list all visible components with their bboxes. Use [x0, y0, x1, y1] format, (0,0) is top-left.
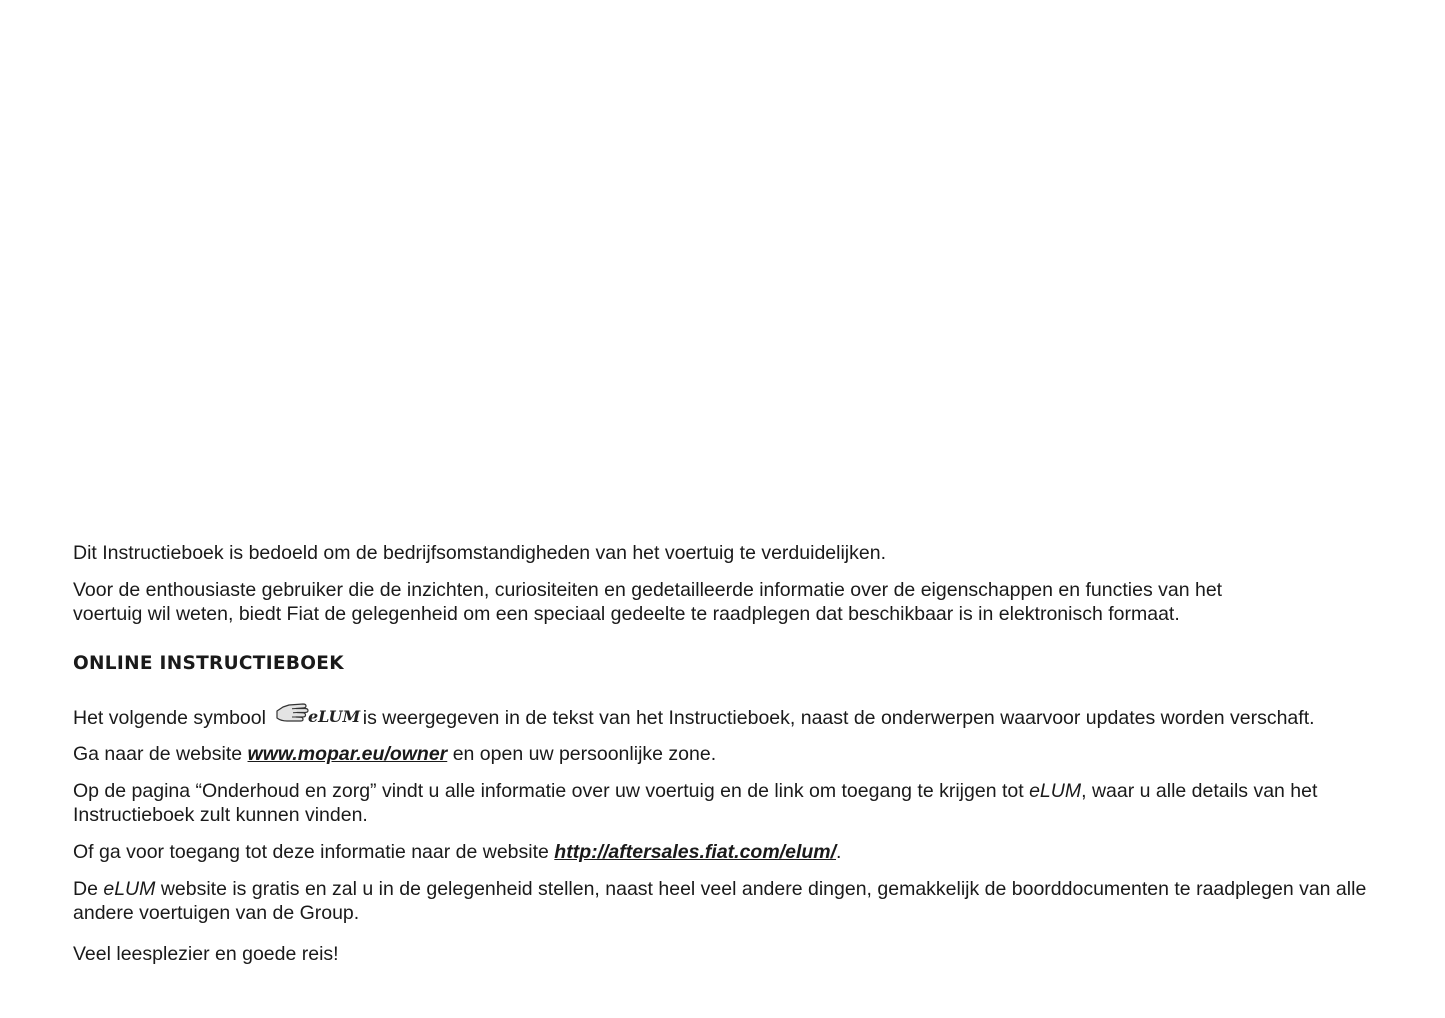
symbol-paragraph	[73, 700, 1393, 730]
maintenance-elum: eLUM	[1029, 780, 1082, 802]
maintenance-paragraph	[73, 779, 1393, 827]
access-paragraph	[73, 840, 1393, 864]
symbol-label: eLUM	[308, 707, 361, 726]
elum-website-text-line-2: andere voertuigen van de Group.	[73, 902, 360, 924]
elum-website-paragraph	[73, 877, 1393, 925]
closing-line: Veel leesplezier en goede reis!	[73, 943, 339, 965]
manual-page-content	[73, 541, 1393, 966]
enthusiast-paragraph	[73, 578, 1393, 626]
elum-website-elum: eLUM	[103, 878, 156, 900]
elum-website-text-line-1: website is gratis en zal u in de gelegenheid stellen, naast heel veel andere dingen, gemakkelijk de boorddocumenten te raadplegen van alle	[160, 878, 1367, 900]
elum-website-de: De	[73, 878, 98, 900]
access-text-after: .	[836, 841, 842, 863]
maintenance-text-after: , waar u alle details van het	[1081, 780, 1318, 802]
aftersales-elum-link[interactable]: http://aftersales.fiat.com/elum/	[554, 841, 837, 863]
symbol-text-before: Het volgende symbool	[73, 707, 266, 729]
intro-paragraph: Dit Instructieboek is bedoeld om de bedrijfsomstandigheden van het voertuig te verduidelijken.	[73, 542, 886, 564]
enthusiast-line-2: voertuig wil weten, biedt Fiat de gelegenheid om een speciaal gedeelte te raadplegen dat beschikbaar is in elektronisch formaat.	[73, 603, 1180, 625]
enthusiast-line-1: Voor de enthousiaste gebruiker die de inzichten, curiositeiten en gedetailleerde informatie over de eigenschappen en functies van het	[73, 579, 1223, 601]
website-paragraph	[73, 742, 1393, 766]
section-heading: ONLINE INSTRUCTIEBOEK	[73, 653, 344, 674]
maintenance-line-2: Instructieboek zult kunnen vinden.	[73, 804, 368, 826]
website-text-after: en open uw persoonlijke zone.	[452, 743, 717, 765]
hand-pointing-elum-icon	[275, 700, 361, 728]
maintenance-text-before: Op de pagina “Onderhoud en zorg” vindt u alle informatie over uw voertuig en de link om toegang te krijgen tot	[73, 780, 1024, 802]
mopar-owner-link[interactable]: www.mopar.eu/owner	[247, 743, 448, 765]
website-text-before: Ga naar de website	[73, 743, 243, 765]
symbol-text-after: is weergegeven in de tekst van het Instructieboek, naast de onderwerpen waarvoor updates worden verschaft.	[362, 707, 1315, 729]
access-text-before: Of ga voor toegang tot deze informatie naar de website	[73, 841, 549, 863]
